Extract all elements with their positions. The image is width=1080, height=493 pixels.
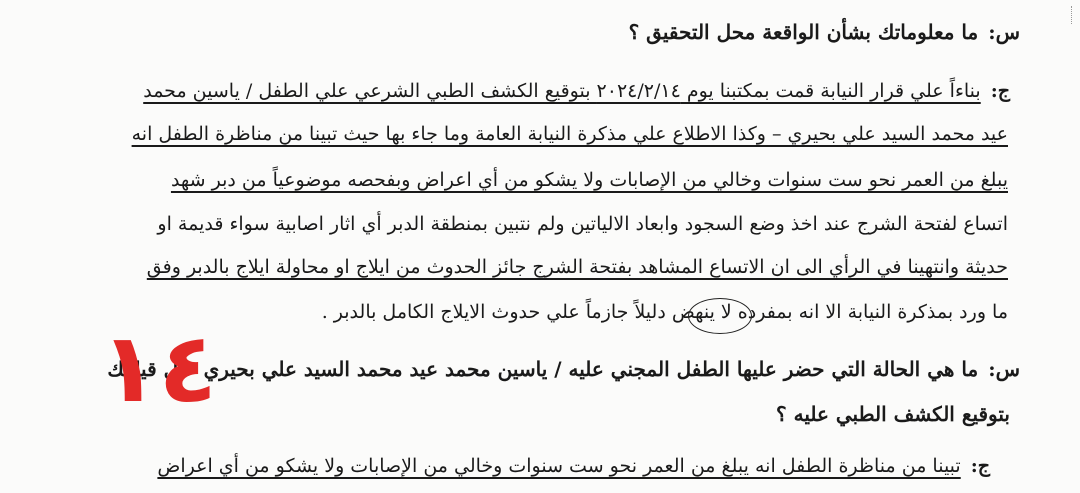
- question-1-label: س:: [988, 20, 1020, 44]
- question-1: [629, 18, 1020, 46]
- margin-mark: [1063, 6, 1072, 24]
- answer-1-line-2-text: عيد محمد السيد علي بحيري – وكذا الاطلاع علي مذكرة النيابة العامة وما جاء بها حيث تبينا من مناظرة الطفل انه: [131, 123, 1008, 145]
- question-2-line-1-text: ما هي الحالة التي حضر عليها الطفل المجني عليه / ياسين محمد عيد محمد السيد علي بحيري حال قيامك: [107, 357, 979, 381]
- answer-1-line-1: [143, 77, 1010, 105]
- answer-1-line-1-text: بناءاً علي قرار النيابة قمت بمكتبنا يوم ٢٠٢٤/٢/١٤ بتوقيع الكشف الطبي الشرعي علي الطفل / ياسين محمد: [143, 80, 981, 102]
- question-2-label: س:: [988, 357, 1020, 381]
- handwritten-page-number: ١٤: [100, 312, 218, 424]
- answer-1-line-3: [171, 166, 1008, 194]
- answer-1-line-3-text: يبلغ من العمر نحو ست سنوات وخالي من الإصابات ولا يشكو من أي اعراض وبفحصه موضوعياً من دبر شهد: [170, 169, 1008, 191]
- answer-1-line-6: [322, 298, 1008, 326]
- answer-2: [157, 452, 990, 480]
- question-1-text: ما معلوماتك بشأن الواقعة محل التحقيق ؟: [628, 20, 979, 44]
- answer-2-label: ج:: [970, 455, 990, 477]
- handwritten-circle: [688, 298, 752, 334]
- answer-1-line-6-text: ما ورد بمذكرة النيابة الا انه بمفرده لا ينهض دليلاً جازماً علي حدوث الايلاج الكامل بالدبر .: [321, 301, 1008, 323]
- question-2-line-2-text: بتوقيع الكشف الطبي عليه ؟: [776, 402, 1010, 426]
- answer-1-line-4-text: اتساع لفتحة الشرج عند اخذ وضع السجود وابعاد الالياتين ولم نتبين بمنطقة الدبر أي اثار اصابية سواء قديمة او: [157, 213, 1008, 235]
- question-2-line-2: [776, 400, 1010, 428]
- question-2-line-1: [107, 355, 1020, 383]
- answer-1-line-5-text: حديثة وانتهينا في الرأي الى ان الاتساع المشاهد بفتحة الشرج جائز الحدوث من ايلاج او محاولة ايلاج بالدبر وفق: [146, 256, 1008, 278]
- answer-1-line-4: [157, 210, 1008, 238]
- answer-2-text: تبينا من مناظرة الطفل انه يبلغ من العمر نحو ست سنوات وخالي من الإصابات ولا يشكو من أي اعراض: [157, 455, 961, 477]
- answer-1-label: ج:: [990, 80, 1010, 102]
- answer-1-line-5: [147, 253, 1008, 281]
- answer-1-line-2: [132, 120, 1008, 148]
